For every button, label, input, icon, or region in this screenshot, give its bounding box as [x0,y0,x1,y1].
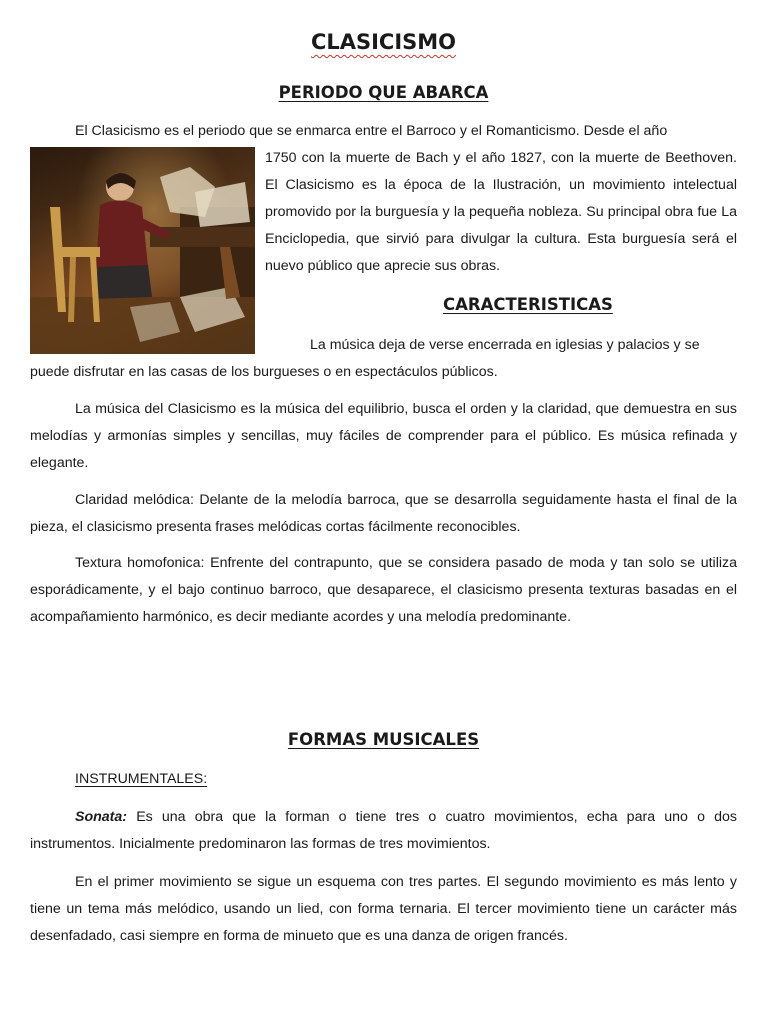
paragraph-claridad-melodica: Claridad melódica: Delante de la melodía barroca, que se desarrolla seguidamente hasta el final de la pieza, el clasicismo presenta frases melódicas cortas fácilmente reconocibles. [30,492,737,535]
paragraph-movimientos: En el primer movimiento se sigue un esquema con tres partes. El segundo movimiento es más lento y tiene un tema más melódico, usando un lied, con forma ternaria. El tercer movimiento tiene un carácter más desenfadado, casi siempre en forma de minueto que es una danza de origen francés. [30,874,737,944]
heading-caracteristicas: CARACTERISTICAS [443,295,613,314]
beethoven-painting-image [30,147,255,354]
heading-periodo: PERIODO QUE ABARCA [278,83,489,102]
paragraph-sonata [30,804,737,858]
painting-illustration [30,147,255,354]
sonata-text: Es una obra que la forman o tiene tres o cuatro movimientos, echa para uno o dos instrumentos. Inicialmente predominaron las formas de tres movimientos. [30,809,737,852]
subheading-instrumentales: INSTRUMENTALES: [75,771,208,787]
paragraph-periodo-line1: El Clasicismo es el periodo que se enmarca entre el Barroco y el Romanticismo. Desde el año [75,123,668,139]
document-title: CLASICISMO [310,30,457,54]
paragraph-periodo-wrapped: 1750 con la muerte de Bach y el año 1827, con la muerte de Beethoven. El Clasicismo es la época de la Ilustración, un movimiento intelectual promovido por la burguesía y la pequeña nobleza. Su principal obra fue La Enciclopedia, que sirvió para divulgar la cultura. Esta burguesía será el nuevo público que aprecie sus obras. [265,150,737,274]
paragraph-caracteristicas-2: La música del Clasicismo es la música del equilibrio, busca el orden y la claridad, que demuestra en sus melodías y armonías simples y sencillas, muy fáciles de comprender para el público. Es música refinada y elegante. [30,401,737,471]
paragraph-textura-homofonica: Textura homofonica: Enfrente del contrapunto, que se considera pasado de moda y tan solo se utiliza esporádicamente, y el bajo continuo barroco, que desaparece, el clasicismo presenta texturas basadas en el acompañamiento harmónico, es decir mediante acordes y una melodía predominante. [30,555,737,625]
sonata-term: Sonata: [75,809,128,825]
heading-formas-musicales: FORMAS MUSICALES [287,730,480,749]
paragraph-caracteristicas-1-first: La música deja de verse encerrada en iglesias y palacios y se [310,337,700,353]
paragraph-caracteristicas-1-rest: puede disfrutar en las casas de los burgueses o en espectáculos públicos. [30,364,498,380]
